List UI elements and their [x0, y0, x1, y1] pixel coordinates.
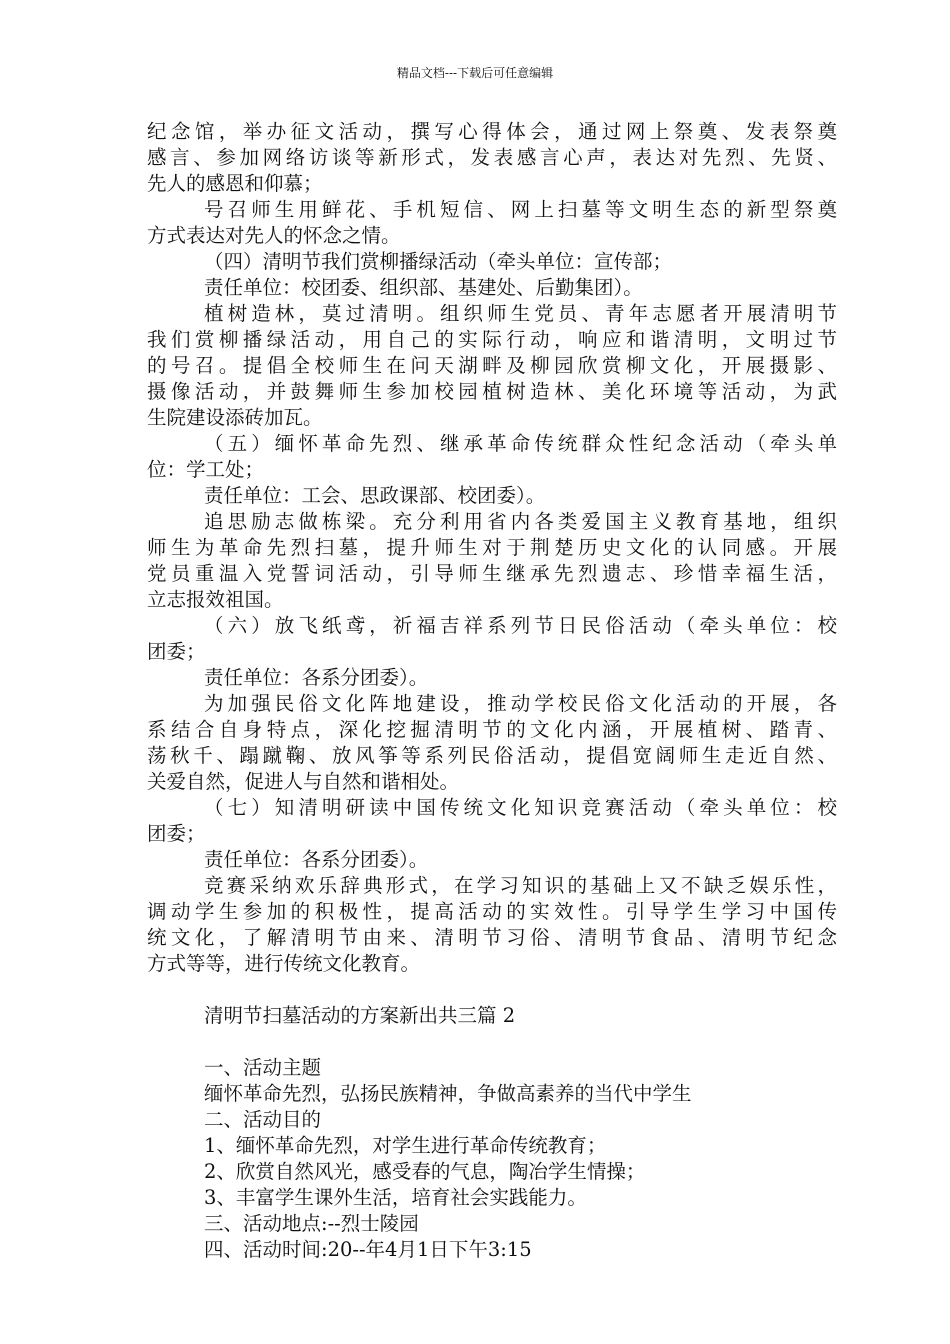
- document-subtitle: 清明节扫墓活动的方案新出共三篇 2: [204, 1004, 516, 1027]
- paragraph-line: 缅怀革命先烈，弘扬民族精神，争做高素养的当代中学生: [204, 1082, 692, 1105]
- section-heading: （五）缅怀革命先烈、继承革命传统群众性纪念活动（牵头单: [204, 432, 837, 455]
- paragraph-line: 竞赛采纳欢乐辞典形式，在学习知识的基础上又不缺乏娱乐性，: [204, 874, 837, 897]
- paragraph-line: 感言、参加网络访谈等新形式，发表感言心声，表达对先烈、先贤、: [147, 146, 837, 169]
- list-item: 1、缅怀革命先烈，对学生进行革命传统教育；: [204, 1134, 607, 1157]
- document-body: [147, 119, 837, 1263]
- paragraph-line: 荡秋千、蹋蹴鞠、放风筝等系列民俗活动，提倡宽阔师生走近自然、: [147, 744, 837, 767]
- responsibility-line: 责任单位：各系分团委）。: [204, 666, 429, 689]
- page-header: 精品文档---下载后可任意编辑: [396, 66, 554, 80]
- paragraph-line: 关爱自然，促进人与自然和谐相处。: [147, 770, 460, 793]
- paragraph-line: 师生为革命先烈扫墓，提升师生对于荆楚历史文化的认同感。开展: [147, 536, 837, 559]
- paragraph-line: 系结合自身特点，深化挖掘清明节的文化内涵，开展植树、踏青、: [147, 718, 837, 741]
- paragraph-line: 统文化，了解清明节由来、清明节习俗、清明节食品、清明节纪念: [147, 926, 837, 949]
- section-heading: 三、活动地点:--烈士陵园: [204, 1212, 419, 1235]
- paragraph-line: 植树造林，莫过清明。组织师生党员、青年志愿者开展清明节: [204, 302, 837, 325]
- paragraph-line: 先人的感恩和仰慕；: [147, 172, 323, 195]
- list-item: 2、欣赏自然风光，感受春的气息，陶冶学生情操；: [204, 1160, 646, 1183]
- responsibility-line: 责任单位：工会、思政课部、校团委）。: [204, 484, 546, 507]
- section-heading: 一、活动主题: [204, 1056, 322, 1079]
- paragraph-line: 追思励志做栋梁。充分利用省内各类爱国主义教育基地，组织: [204, 510, 837, 533]
- list-item: 3、丰富学生课外生活，培育社会实践能力。: [204, 1186, 587, 1209]
- responsibility-line: 责任单位：校团委、组织部、基建处、后勤集团）。: [204, 276, 643, 299]
- paragraph-line: 立志报效祖国。: [147, 588, 284, 611]
- section-heading: 位：学工处；: [147, 458, 265, 481]
- paragraph-line: 生院建设添砖加瓦。: [147, 406, 323, 429]
- paragraph-line: 的号召。提倡全校师生在问天湖畔及柳园欣赏柳文化，开展摄影、: [147, 354, 837, 377]
- section-heading: 团委；: [147, 640, 206, 663]
- section-heading: 二、活动目的: [204, 1108, 322, 1131]
- paragraph-line: 党员重温入党誓词活动，引导师生继承先烈遗志、珍惜幸福生活，: [147, 562, 837, 585]
- responsibility-line: 责任单位：各系分团委）。: [204, 848, 429, 871]
- paragraph-line: 为加强民俗文化阵地建设，推动学校民俗文化活动的开展，各: [204, 692, 837, 715]
- paragraph-line: 我们赏柳播绿活动，用自己的实际行动，响应和谐清明，文明过节: [147, 328, 837, 351]
- section-heading: （四）清明节我们赏柳播绿活动（牵头单位：宣传部；: [204, 250, 673, 273]
- section-heading: 团委；: [147, 822, 206, 845]
- paragraph-line: 方式表达对先人的怀念之情。: [147, 224, 401, 247]
- section-heading: （七）知清明研读中国传统文化知识竞赛活动（牵头单位：校: [204, 796, 837, 819]
- paragraph-line: 纪念馆，举办征文活动，撰写心得体会，通过网上祭奠、发表祭奠: [147, 120, 837, 143]
- paragraph-line: 摄像活动，并鼓舞师生参加校园植树造林、美化环境等活动，为武: [147, 380, 837, 403]
- section-heading: （六）放飞纸鸢，祈福吉祥系列节日民俗活动（牵头单位：校: [204, 614, 837, 637]
- section-heading: 四、活动时间:20--年4月1日下午3:15: [204, 1238, 532, 1261]
- paragraph-line: 方式等等，进行传统文化教育。: [147, 952, 421, 975]
- paragraph-line: 号召师生用鲜花、手机短信、网上扫墓等文明生态的新型祭奠: [204, 198, 837, 221]
- paragraph-line: 调动学生参加的积极性，提高活动的实效性。引导学生学习中国传: [147, 900, 837, 923]
